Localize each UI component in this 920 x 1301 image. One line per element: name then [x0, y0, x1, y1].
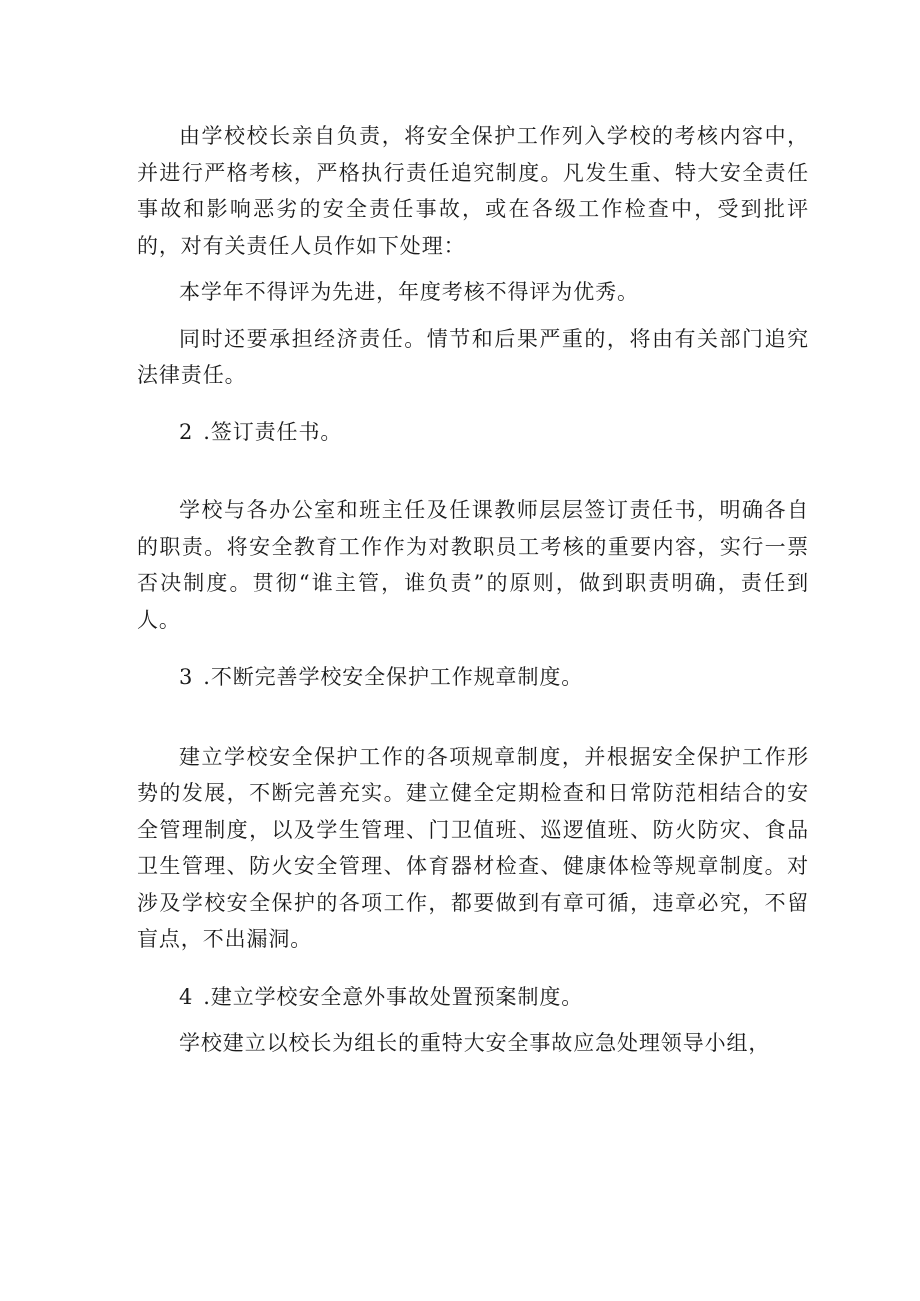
- paragraph-emergency-group: 学校建立以校长为组长的重特大安全事故应急处理领导小组，: [179, 1031, 771, 1055]
- section-number: 4: [179, 984, 194, 1009]
- section-title: .签订责任书。: [203, 419, 343, 444]
- paragraph-responsibility-assessment: 由学校校长亲自负责，将安全保护工作列入学校的考核内容中，并进行严格考核，严格执行责任追究制度。凡发生重、特大安全责任事故和影响恶劣的安全责任事故，或在各级工作检查中，受到批评的，对有关责任人员作如下处理：: [137, 124, 809, 258]
- section-title: .建立学校安全意外事故处置预案制度。: [203, 984, 584, 1009]
- section-heading-3: [137, 659, 809, 696]
- section-heading-4: [137, 979, 809, 1016]
- paragraph-no-award: 本学年不得评为先进，年度考核不得评为优秀。: [179, 280, 639, 304]
- section-number: 2: [179, 419, 194, 444]
- paragraph-economic-liability: 同时还要承担经济责任。情节和后果严重的，将由有关部门追究法律责任。: [137, 326, 809, 387]
- section-title: .不断完善学校安全保护工作规章制度。: [203, 665, 584, 689]
- document-body: [137, 118, 809, 1062]
- section-heading-2: [137, 414, 809, 451]
- section-number: 3: [179, 665, 194, 689]
- paragraph-responsibility-letter: 学校与各办公室和班主任及任课教师层层签订责任书，明确各自的职责。将安全教育工作作为对教职员工考核的重要内容，实行一票否决制度。贯彻“谁主管，谁负责”的原则，做到职责明确，责任到人。: [137, 498, 809, 632]
- paragraph-rules-system: 建立学校安全保护工作的各项规章制度，并根据安全保护工作形势的发展，不断完善充实。建立健全定期检查和日常防范相结合的安全管理制度，以及学生管理、门卫值班、巡逻值班、防火防灾、食品卫生管理、防火安全管理、体育器材检查、健康体检等规章制度。对涉及学校安全保护的各项工作，都要做到有章可循，违章必究，不留盲点，不出漏洞。: [137, 744, 809, 951]
